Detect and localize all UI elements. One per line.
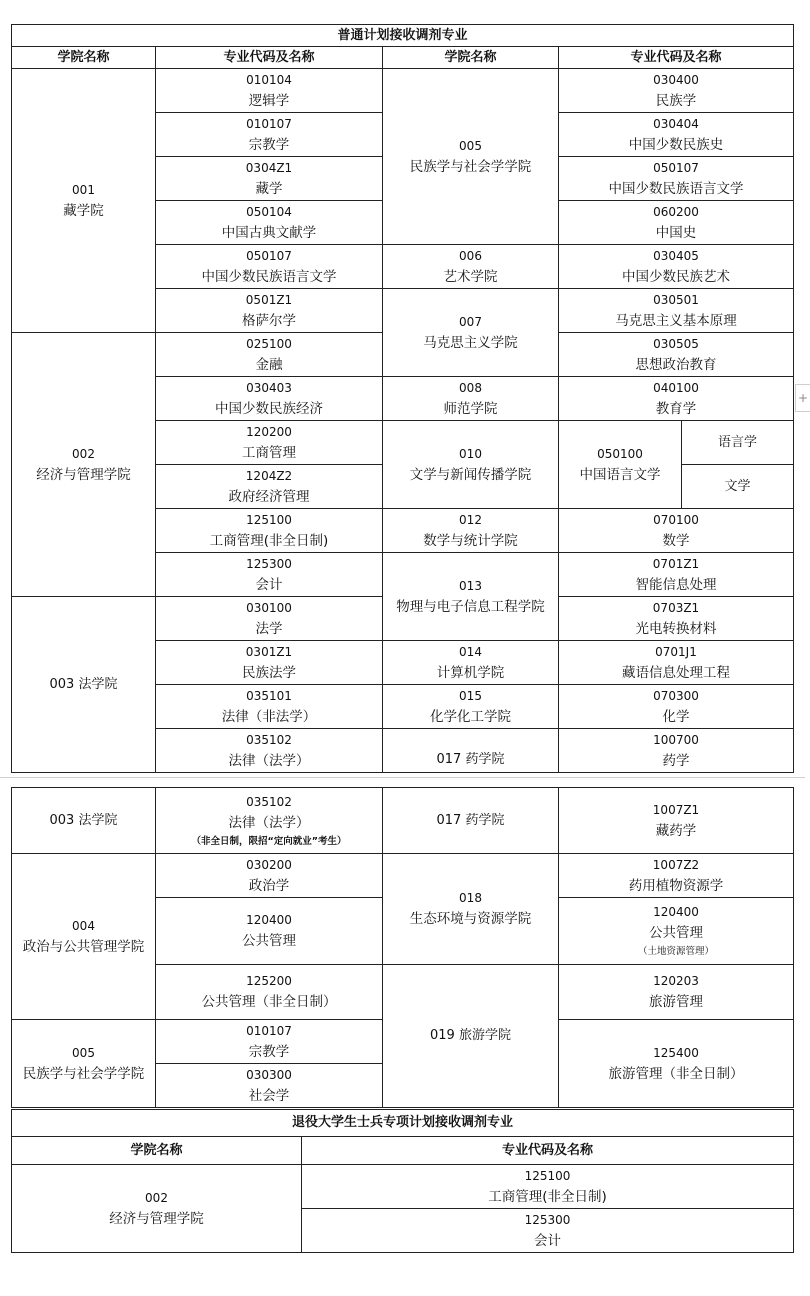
major-cell: 030403 中国少数民族经济	[156, 377, 383, 421]
major-cell: 125300 会计	[156, 553, 383, 597]
major-cell: 030100 法学	[156, 597, 383, 641]
table-title: 退役大学生士兵专项计划接收调剂专业	[12, 1110, 794, 1137]
major-cell: 120200 工商管理	[156, 421, 383, 465]
major-cell: 050107 中国少数民族语言文学	[156, 245, 383, 289]
major-cell: 0701Z1 智能信息处理	[559, 553, 794, 597]
college-014: 014 计算机学院	[383, 641, 559, 685]
major-cell: 0501Z1 格萨尔学	[156, 289, 383, 333]
college-013: 013 物理与电子信息工程学院	[383, 553, 559, 641]
major-cell: 1204Z2 政府经济管理	[156, 465, 383, 509]
header-college: 学院名称	[383, 47, 559, 69]
page-break-line	[0, 777, 805, 778]
expand-icon[interactable]: +	[795, 384, 810, 412]
college-006: 006 艺术学院	[383, 245, 559, 289]
veteran-plan-table	[11, 1109, 794, 1253]
major-cell: 125100 工商管理(非全日制)	[156, 509, 383, 553]
major-cell: 010107 宗教学	[156, 113, 383, 157]
college-007: 007 马克思主义学院	[383, 289, 559, 377]
college-012: 012 数学与统计学院	[383, 509, 559, 553]
header-major: 专业代码及名称	[156, 47, 383, 69]
major-cell: 100700 药学	[559, 729, 794, 773]
major-cell: 125100 工商管理(非全日制)	[302, 1165, 794, 1209]
college-018: 018 生态环境与资源学院	[383, 854, 559, 965]
major-cell: 120400 公共管理 （土地资源管理）	[559, 898, 794, 965]
header-college: 学院名称	[12, 47, 156, 69]
major-cell: 030300 社会学	[156, 1064, 383, 1108]
major-cell: 030505 思想政治教育	[559, 333, 794, 377]
major-cell: 040100 教育学	[559, 377, 794, 421]
header-major: 专业代码及名称	[302, 1137, 794, 1165]
major-cell: 030200 政治学	[156, 854, 383, 898]
major-cell: 030405 中国少数民族艺术	[559, 245, 794, 289]
major-cell: 030501 马克思主义基本原理	[559, 289, 794, 333]
college-019: 019 旅游学院	[383, 965, 559, 1108]
college-017: 017 药学院	[383, 729, 559, 773]
header-college: 学院名称	[12, 1137, 302, 1165]
major-cell: 050104 中国古典文献学	[156, 201, 383, 245]
major-cell: 0304Z1 藏学	[156, 157, 383, 201]
major-cell: 035102 法律（法学）	[156, 729, 383, 773]
major-cell: 030404 中国少数民族史	[559, 113, 794, 157]
major-cell: 125200 公共管理（非全日制）	[156, 965, 383, 1020]
major-cell: 120203 旅游管理	[559, 965, 794, 1020]
major-cell: 025100 金融	[156, 333, 383, 377]
major-cell: 120400 公共管理	[156, 898, 383, 965]
regular-plan-table	[11, 24, 794, 773]
table-title: 普通计划接收调剂专业	[12, 25, 794, 47]
major-cell: 035102 法律（法学） （非全日制，限招“定向就业”考生）	[156, 788, 383, 854]
college-004: 004 政治与公共管理学院	[12, 854, 156, 1020]
major-cell: 1007Z1 藏药学	[559, 788, 794, 854]
college-003: 003 法学院	[12, 597, 156, 773]
college-005: 005 民族学与社会学学院	[12, 1020, 156, 1108]
college-002: 002 经济与管理学院	[12, 1165, 302, 1253]
college-002: 002 经济与管理学院	[12, 333, 156, 597]
college-003: 003 法学院	[12, 788, 156, 854]
college-010: 010 文学与新闻传播学院	[383, 421, 559, 509]
college-005: 005 民族学与社会学学院	[383, 69, 559, 245]
college-008: 008 师范学院	[383, 377, 559, 421]
major-cell: 070100 数学	[559, 509, 794, 553]
major-cell: 060200 中国史	[559, 201, 794, 245]
major-cell: 070300 化学	[559, 685, 794, 729]
sub-major-linguistics: 语言学	[682, 421, 794, 465]
major-cell-literature: 050100 中国语言文学	[559, 421, 682, 509]
major-cell: 0703Z1 光电转换材料	[559, 597, 794, 641]
college-001: 001 藏学院	[12, 69, 156, 333]
header-major: 专业代码及名称	[559, 47, 794, 69]
major-cell: 0701J1 藏语信息处理工程	[559, 641, 794, 685]
college-017: 017 药学院	[383, 788, 559, 854]
regular-plan-table-continued	[11, 787, 794, 1108]
college-015: 015 化学化工学院	[383, 685, 559, 729]
major-cell: 010104 逻辑学	[156, 69, 383, 113]
major-cell: 030400 民族学	[559, 69, 794, 113]
major-cell: 1007Z2 药用植物资源学	[559, 854, 794, 898]
major-cell: 035101 法律（非法学）	[156, 685, 383, 729]
major-cell: 050107 中国少数民族语言文学	[559, 157, 794, 201]
major-cell: 0301Z1 民族法学	[156, 641, 383, 685]
major-cell: 125300 会计	[302, 1209, 794, 1253]
major-cell: 125400 旅游管理（非全日制）	[559, 1020, 794, 1108]
sub-major-literature: 文学	[682, 465, 794, 509]
major-cell: 010107 宗教学	[156, 1020, 383, 1064]
